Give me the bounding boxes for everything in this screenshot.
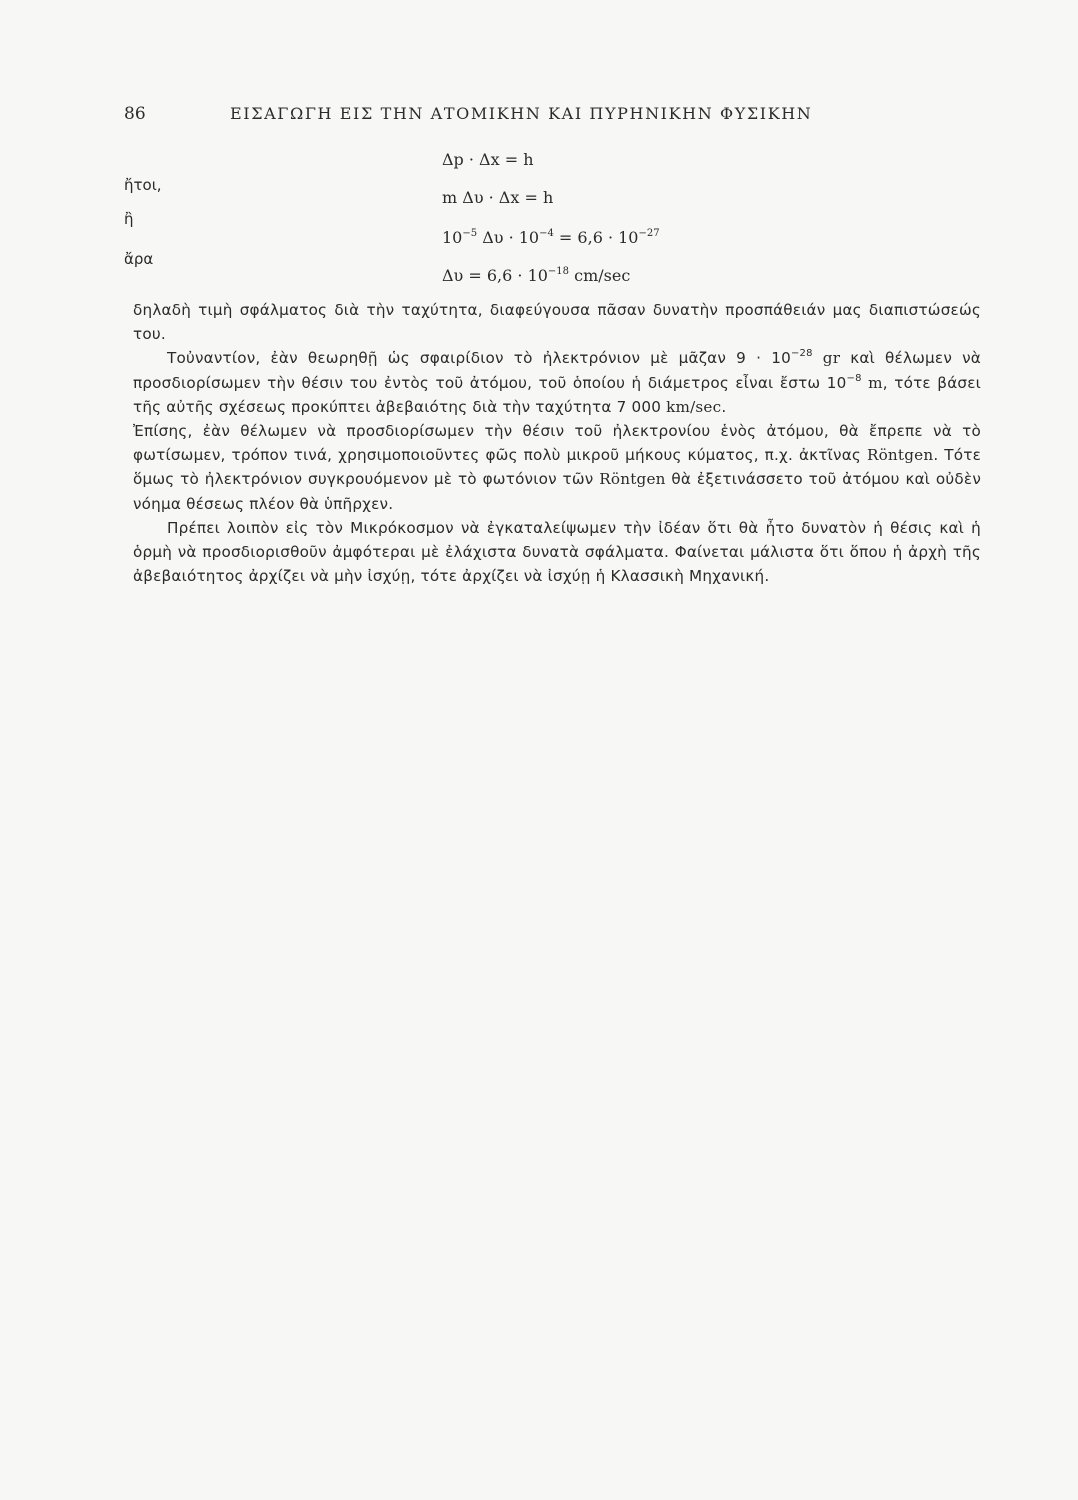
equation-label: ἄρα (124, 250, 154, 268)
equation-row (0, 176, 1078, 207)
paragraph: δηλαδὴ τιμὴ σφάλματος διὰ τὴν ταχύτητα, διαφεύγουσα πᾶσαν δυνατὴν προσπάθειάν μας διαπιστώσεώς του. (133, 301, 981, 344)
equation-label: ἤτοι, (124, 176, 162, 194)
equation: $10^{-5}$ $\Delta\upsilon \cdot 10^{-4} = 6,6 \cdot 10^{-27}$ (442, 228, 660, 247)
equation-row (0, 210, 1078, 247)
paragraph: Τοὐναντίον, ἐὰν θεωρηθῇ ὡς σφαιρίδιον τὸ ἠλεκτρόνιον μὲ μᾶζαν $9 \cdot 10^{-28}$ gr καὶ θέλωμεν νὰ προσδιορίσωμεν τὴν θέσιν του ἐντὸς τοῦ ἀτόμου, τοῦ ὁποίου ἡ διάμετρος εἶναι ἔστω $10^{-8}$ m, τότε βάσει τῆς αὐτῆς σχέσεως προκύπτει ἀβεβαιότης διὰ τὴν ταχύτητα 7 000 km/sec. (133, 348, 981, 416)
equation: Δp · Δx = h (442, 150, 534, 169)
body-text (133, 298, 981, 588)
equation-row (0, 150, 1078, 178)
page-number: 86 (124, 104, 146, 124)
equation-row (0, 246, 1078, 285)
running-title: ΕΙΣΑΓΩΓΗ ΕΙΣ ΤΗΝ ΑΤΟΜΙΚΗΝ ΚΑΙ ΠΥΡΗΝΙΚΗΝ ΦΥΣΙΚΗΝ (230, 104, 813, 123)
equation: $\Delta\upsilon = 6,6 \cdot 10^{-18}$ cm/sec (442, 266, 631, 285)
equation: m Δυ · Δx = h (442, 188, 554, 207)
paragraph: Πρέπει λοιπὸν εἰς τὸν Μικρόκοσμον νὰ ἐγκαταλείψωμεν τὴν ἰδέαν ὅτι θὰ ἦτο δυνατὸν ἡ θέσις καὶ ἡ ὁρμὴ νὰ προσδιορισθοῦν ἀμφότεραι μὲ ἐλάχιστα δυνατὰ σφάλματα. Φαίνεται μάλιστα ὅτι ὅπου ἡ ἀρχὴ τῆς ἀβεβαιότητος ἀρχίζει νὰ μὴν ἰσχύῃ, τότε ἀρχίζει νὰ ἰσχύῃ ἡ Κλασσικὴ Μηχανική. (133, 518, 981, 586)
equation-label: ἢ (124, 210, 134, 228)
page-header (124, 104, 864, 130)
paragraph: Ἐπίσης, ἐὰν θέλωμεν νὰ προσδιορίσωμεν τὴν θέσιν τοῦ ἠλεκτρονίου ἑνὸς ἀτόμου, θὰ ἔπρεπε νὰ τὸ φωτίσωμεν, τρόπον τινά, χρησιμοποιοῦντες φῶς πολὺ μικροῦ μήκους κύματος, π.χ. ἀκτῖνας Röntgen. Τότε ὅμως τὸ ἠλεκτρόνιον συγκρουόμενον μὲ τὸ φωτόνιον τῶν Röntgen θὰ ἐξετινάσσετο τοῦ ἀτόμου καὶ οὐδὲν νόημα θέσεως πλέον θὰ ὑπῆρχεν. (133, 422, 981, 513)
